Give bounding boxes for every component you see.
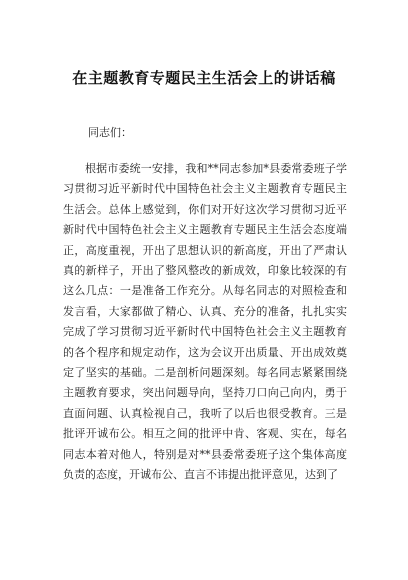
salutation: 同志们： — [88, 126, 132, 139]
body-paragraph: 根据市委统一安排，我和**同志参加*县委常委班子学习贯彻习近平新时代中国特色社会主义主题教育专题民主生活会。总体上感觉到，你们对开好这次学习贯彻习近平新时代中国特色社会主义主题教育专题民主生活会态度端正，高度重视，开出了思想认识的新高度，开出了严肃认真的新样子，开出了整风整改的新成效，印象比较深的有这么几点：一是准备工作充分。从每名同志的对照检查和发言看，大家都做了精心、认真、充分的准备，扎扎实实完成了学习贯彻习近平新时代中国特色社会主义主题教育的各个程序和规定动作，这为会议开出质量、开出成效奠定了坚实的基础。二是剖析问题深刻。每名同志紧紧围绕主题教育要求，突出问题导向，坚持刀口向己向内，勇于直面问题、认真检视自己，我听了以后也很受教育。三是批评开诚布公。相互之间的批评中肯、客观、实在，每名同志本着对他人，特别是对**县委常委班子这个集体高度负责的态度，开诚布公、直言不讳提出批评意见，达到了 — [63, 162, 347, 482]
document-title: 在主题教育专题民主生活会上的讲话稿 — [72, 69, 336, 87]
